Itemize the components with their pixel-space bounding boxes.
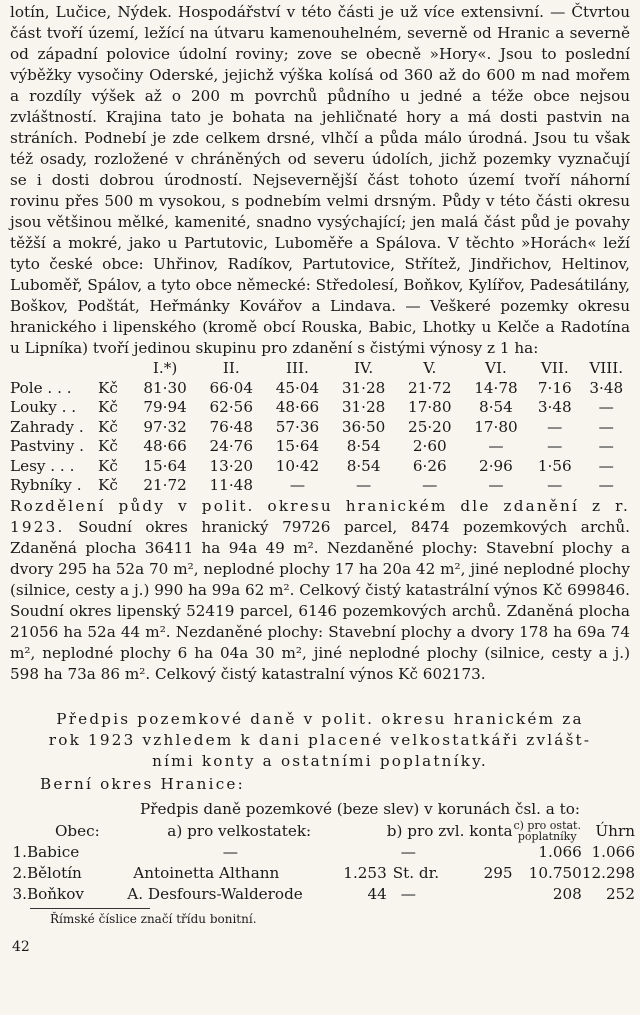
crop-label: Louky . . xyxy=(10,398,77,416)
yield-value: 14·78 xyxy=(474,378,518,397)
amount-zvl-konta: 295 xyxy=(483,863,513,882)
yield-value: 8·54 xyxy=(479,398,513,416)
currency: Kč xyxy=(98,437,118,455)
section-title xyxy=(10,709,630,772)
yield-value: 57·36 xyxy=(275,417,320,436)
amount-total: 252 xyxy=(606,884,635,903)
currency: Kč xyxy=(98,417,118,436)
tax-header-row xyxy=(10,820,635,842)
yield-value: 36·50 xyxy=(341,417,386,436)
col-ostatni: c) pro ostat. poplatníky xyxy=(513,818,581,843)
yield-row-rybniky xyxy=(10,476,632,496)
crop-label: Lesy . . . xyxy=(10,456,75,475)
class-header: V. xyxy=(423,359,437,377)
yield-value: — xyxy=(422,476,438,494)
yield-header-row xyxy=(10,359,632,379)
currency: Kč xyxy=(98,456,118,475)
yield-value: 66·04 xyxy=(209,378,253,397)
owner-name: Antoinetta Althann xyxy=(133,863,280,882)
amount-zvl-konta xyxy=(468,884,513,905)
row-number: 2. xyxy=(12,863,27,882)
yield-value: — xyxy=(598,437,614,455)
yield-row-lesy xyxy=(10,457,632,477)
col-zvl-konta: b) pro zvl. konta xyxy=(386,821,513,840)
yield-value: — xyxy=(598,417,614,436)
yield-value: 25·20 xyxy=(408,417,452,436)
zvl-konto-label: — xyxy=(400,884,416,903)
owner-name: — xyxy=(222,842,238,861)
amount-total: 1.066 xyxy=(591,842,635,861)
obec-name: Bělotín xyxy=(26,863,82,882)
amount-velkostatek xyxy=(343,842,386,863)
yield-value: — xyxy=(547,417,563,436)
tax-table xyxy=(10,820,635,905)
yield-value: 48·66 xyxy=(143,437,187,455)
amount-total: 12.298 xyxy=(581,863,635,882)
yield-value: 48·66 xyxy=(275,398,320,416)
crop-label: Pastviny . xyxy=(10,437,84,455)
paragraph-land-distribution xyxy=(10,496,630,685)
yield-value: 7·16 xyxy=(537,378,572,397)
yield-value: 6·26 xyxy=(412,456,447,475)
yield-value: 97·32 xyxy=(143,417,187,436)
obec-name: Babice xyxy=(26,842,80,861)
page-number: 42 xyxy=(12,938,30,955)
yield-value: — xyxy=(488,476,504,494)
yield-row-louky xyxy=(10,398,632,418)
yield-value: 31·28 xyxy=(341,398,386,416)
class-header: I.*) xyxy=(152,359,178,377)
obec-name: Boňkov xyxy=(26,884,84,903)
tax-row-babice xyxy=(10,842,635,863)
yield-value: — xyxy=(598,398,614,416)
zvl-konto-label: — xyxy=(400,842,416,861)
yield-value: 17·80 xyxy=(408,398,452,416)
yield-value: — xyxy=(289,476,306,494)
class-header: IV. xyxy=(354,359,374,377)
yield-value: — xyxy=(547,476,563,494)
yield-value: — xyxy=(488,437,504,455)
yield-value: 15·64 xyxy=(275,437,320,455)
yield-value: 31·28 xyxy=(341,378,386,397)
yield-value: 45·04 xyxy=(275,378,320,397)
amount-zvl-konta xyxy=(468,842,513,863)
class-header: VII. xyxy=(540,359,569,377)
yield-table xyxy=(10,359,632,496)
amount-ostatni: 1.066 xyxy=(538,842,582,861)
class-header: III. xyxy=(286,359,309,377)
yield-value: 2·96 xyxy=(479,456,513,475)
currency: Kč xyxy=(98,476,118,494)
tax-office-heading: Berní okres Hranice: xyxy=(40,774,245,793)
yield-row-pole xyxy=(10,379,632,399)
class-header: VIII. xyxy=(589,359,624,377)
yield-value: 15·64 xyxy=(143,456,187,475)
class-header: II. xyxy=(222,359,240,377)
amount-ostatni: 10.750 xyxy=(528,863,582,882)
yield-value: 76·48 xyxy=(209,417,253,436)
yield-value: 2·60 xyxy=(412,437,447,455)
amount-velkostatek: 1.253 xyxy=(343,863,387,882)
yield-value: 24·76 xyxy=(209,437,253,455)
yield-value: 3·48 xyxy=(589,378,624,397)
amount-velkostatek: 44 xyxy=(367,884,387,903)
section-title-line: rok 1923 vzhledem k dani placené velkostatkáři zvlášt- xyxy=(48,730,592,749)
yield-value: 3·48 xyxy=(537,398,572,416)
yield-value: 62·56 xyxy=(209,398,253,416)
yield-row-zahrady xyxy=(10,418,632,438)
paragraph-body: Soudní okres hranický 79726 parcel, 8474 pozemkových archů. Zdaněná plocha 36411 ha 94a 49 m². Nezdaněné plochy: Stavební plochy a dvory 295 ha 52a 70 m², neplodné plochy 17 ha 20a 42 m², jiné neplodné plochy (silnice, cesty a j.) 990 ha 99a 62 m². Celkový čistý katastrální výnos Kč 699846. Soudní okres lipenský 52419 parcel, 6146 pozemkových archů. Zdaněná plocha 21056 ha 52a 44 m². Nezdaněné plochy: Stavební plochy a dvory 178 ha 69a 74 m², neplodné plochy 6 ha 04a 30 m², jiné neplodné plochy (silnice, cesty a j.) 598 ha 73a 86 m². Celkový čistý katastralní výnos Kč 602173. xyxy=(10,517,630,683)
yield-value: 21·72 xyxy=(408,378,452,397)
yield-value: 1·56 xyxy=(537,456,572,475)
tax-row-bonkov xyxy=(10,884,635,905)
yield-value: 8·54 xyxy=(346,456,381,475)
yield-value: — xyxy=(598,476,614,494)
yield-value: 81·30 xyxy=(143,378,187,397)
tax-subheading: Předpis daně pozemkové (beze slev) v korunách čsl. a to: xyxy=(140,799,580,818)
paragraph-lead: Rozdělení půdy v polit. okresu hranickém dle zdanění z r. 1923. xyxy=(10,496,630,536)
col-velkostatek: a) pro velkostatek: xyxy=(167,821,312,840)
crop-label: Zahrady . xyxy=(10,417,84,436)
col-obec: Obec: xyxy=(54,821,100,840)
yield-value: 11·48 xyxy=(209,476,253,494)
yield-value: 13·20 xyxy=(209,456,253,475)
col-uhrn: Úhrn xyxy=(595,821,635,840)
row-number: 1. xyxy=(12,842,27,861)
yield-value: — xyxy=(356,476,372,494)
tax-row-belotin xyxy=(10,863,635,884)
owner-name: A. Desfours-Walderode xyxy=(127,884,303,903)
yield-value: 10·42 xyxy=(275,456,320,475)
crop-label: Pole . . . xyxy=(10,378,72,397)
currency: Kč xyxy=(98,398,118,416)
paragraph-regions: lotín, Lučice, Nýdek. Hospodářství v této části je už více extensivní. — Čtvrtou část tvoří území, ležící na útvaru kamenouhelném, severně od Hranic a severně od západní polovice údolní roviny; zove se obecně »Hory«. Jsou to poslední výběžky vysočiny Oderské, jejichž výška kolísá od 360 až do 600 m nad mořem a rozdíly výšek až o 200 m povrchů půdního u jedné a téže obce nejsou zvláštností. Krajina tato je bohata na jehličnaté hory a má dosti pastvin na stráních. Podnebí je zde celkem drsné, vlhčí a půda málo úrodná. Jsou tu však též osady, rozložené v chráněných od severu údolích, jichž pozemky vyznačují se i dosti dobrou úrodností. Nejsevernější část tohoto území tvoří náhorní rovinu přes 500 m vysokou, s podnebím velmi drsným. Půdy v této části okresu jsou většinou mělké, kamenité, snadno vysýchající; jen malá část půd je povahy těžší a mokré, jako u Partutovic, Luboměře a Spálova. V těchto »Horách« leží tyto české obce: Uhřinov, Radíkov, Partutovice, Střítež, Jindřichov, Heltinov, Luboměř, Spálov, a tyto obce německé: Středolesí, Boňkov, Kylířov, Padesátilány, Boškov, Podštát, Heřmánky Kovářov a Lindava. — Veškeré pozemky okresu hranického i lipenského (kromě obcí Rouska, Babic, Lhotky u Kelče a Radotína u Lipníka) tvoří jedinou skupinu pro zdanění s čistými výnosy z 1 ha: xyxy=(10,3,630,357)
section-title-line: ními konty a ostatními poplatníky. xyxy=(152,751,488,770)
yield-value: 79·94 xyxy=(143,398,187,416)
row-number: 3. xyxy=(12,884,27,903)
zvl-konto-label: St. dr. xyxy=(392,863,440,882)
footnote-rule xyxy=(30,908,150,909)
currency: Kč xyxy=(98,378,118,397)
class-header: VI. xyxy=(485,359,507,377)
yield-row-pastviny xyxy=(10,437,632,457)
yield-value: 8·54 xyxy=(346,437,381,455)
yield-value: — xyxy=(547,437,563,455)
yield-value: — xyxy=(598,456,614,475)
yield-value: 17·80 xyxy=(474,417,518,436)
footnote: Římské číslice značí třídu bonitní. xyxy=(50,911,257,926)
crop-label: Rybníky . xyxy=(10,476,82,494)
yield-value: 21·72 xyxy=(143,476,187,494)
amount-ostatni: 208 xyxy=(552,884,582,903)
section-title-line: Předpis pozemkové daně v polit. okresu hranickém za xyxy=(56,709,584,728)
